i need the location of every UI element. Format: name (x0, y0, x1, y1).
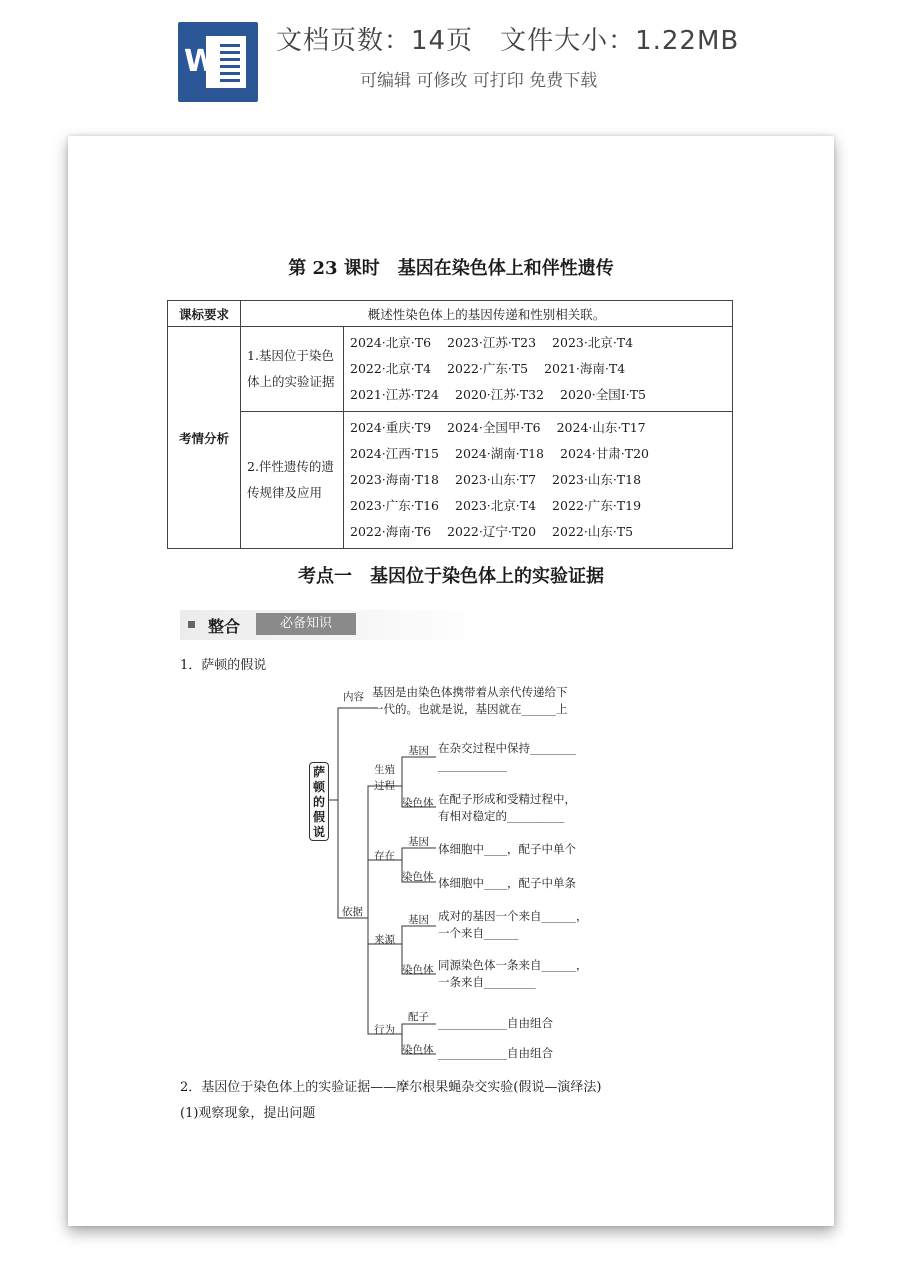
exam-ref: 2023·北京·T4 (455, 498, 537, 513)
exam-ref: 2024·山东·T17 (556, 420, 646, 435)
repro-chrom-text-2: 有相对稳定的__________ (438, 809, 565, 823)
source-label: 来源 (374, 934, 395, 946)
source-gene-label: 基因 (408, 914, 429, 926)
exam-ref: 2022·广东·T19 (552, 498, 642, 513)
exist-label: 存在 (374, 850, 395, 862)
source-chrom-label: 染色体 (402, 964, 434, 976)
exam-ref: 2022·辽宁·T20 (447, 524, 537, 539)
behavior-chrom-label: 染色体 (402, 1044, 434, 1056)
diagram-root-char: 的 (312, 795, 325, 809)
exist-gene-text: 体细胞中____，配子中单个 (438, 842, 576, 856)
diagram-root-char: 说 (312, 825, 325, 839)
subtopic-1: 1.基因位于染色体上的实验证据 (241, 327, 344, 412)
exist-chrom-label: 染色体 (402, 871, 434, 883)
exam-ref: 2024·江西·T15 (350, 446, 440, 461)
source-chrom-text-1: 同源染色体一条来自______， (438, 958, 588, 972)
behavior-gamete-label: 配子 (408, 1011, 429, 1023)
exam-ref: 2022·北京·T4 (350, 361, 432, 376)
exam-ref: 2022·广东·T5 (447, 361, 529, 376)
exist-chrom-text: 体细胞中____，配子中单条 (438, 876, 576, 890)
exam-ref: 2022·海南·T6 (350, 524, 432, 539)
word-icon-letter: W (184, 44, 218, 79)
doc-info-title: 文档页数：14页 文件大小：1.22MB (276, 26, 740, 56)
diagram-root-char: 假 (312, 810, 325, 824)
repro-label-2: 过程 (374, 780, 395, 792)
exam-ref: 2023·海南·T18 (350, 472, 440, 487)
behavior-gamete-text: ____________自由组合 (438, 1016, 553, 1030)
content-text-1: 基因是由染色体携带着从亲代传递给下 (372, 685, 568, 699)
exam-ref: 2023·广东·T16 (350, 498, 440, 513)
content-text-2: 一代的。也就是说，基因就在______上 (372, 702, 568, 716)
exam-ref: 2023·山东·T7 (455, 472, 537, 487)
behavior-chrom-text: ____________自由组合 (438, 1046, 553, 1060)
exam-ref: 2023·山东·T18 (552, 472, 642, 487)
source-gene-text-1: 成对的基因一个来自______， (438, 909, 588, 923)
exam-ref: 2022·山东·T5 (552, 524, 634, 539)
exist-gene-label: 基因 (408, 836, 429, 848)
exam-ref: 2024·甘肃·T20 (560, 446, 650, 461)
exam-ref: 2021·海南·T4 (544, 361, 626, 376)
document-page (68, 136, 834, 1226)
basis-label: 依据 (342, 906, 363, 918)
curriculum-content: 概述性染色体上的基因传递和性别相关联。 (241, 301, 733, 327)
repro-chrom-text-1: 在配子形成和受精过程中， (438, 792, 576, 806)
source-chrom-text-2: 一条来自_________ (438, 975, 536, 989)
item-1-heading: 1．萨顿的假说 (180, 658, 267, 673)
section-title: 考点一 基因位于染色体上的实验证据 (298, 566, 604, 587)
exam-ref: 2023·江苏·T23 (447, 335, 537, 350)
exam-ref: 2023·北京·T4 (552, 335, 634, 350)
repro-gene-label: 基因 (408, 745, 429, 757)
exam-ref: 2024·重庆·T9 (350, 420, 432, 435)
download-header (0, 0, 900, 120)
exam-ref: 2024·湖南·T18 (455, 446, 545, 461)
repro-chrom-label: 染色体 (402, 797, 434, 809)
exam-ref: 2021·江苏·T24 (350, 387, 440, 402)
item-2-heading: 2．基因位于染色体上的实验证据——摩尔根果蝇杂交实验(假说—演绎法) (180, 1080, 602, 1095)
repro-label-1: 生殖 (374, 764, 395, 776)
lesson-title: 第 23 课时 基因在染色体上和伴性遗传 (288, 258, 614, 279)
banner-left-label: 整合 (208, 617, 241, 636)
curriculum-label: 课标要求 (168, 301, 241, 327)
exam-ref: 2020·全国Ⅰ·T5 (560, 387, 646, 402)
diagram-root (309, 762, 329, 841)
content-label: 内容 (343, 691, 364, 703)
repro-gene-text-1: 在杂交过程中保持________ (438, 741, 576, 755)
behavior-label: 行为 (374, 1024, 395, 1036)
exam-ref: 2024·北京·T6 (350, 335, 432, 350)
banner-right-label: 必备知识 (256, 613, 356, 635)
exam-ref: 2024·全国甲·T6 (447, 420, 541, 435)
diagram-root-char: 萨 (312, 765, 325, 779)
doc-info-subtitle: 可编辑 可修改 可打印 免费下载 (360, 71, 598, 91)
source-gene-text-2: 一个来自______ (438, 926, 519, 940)
diagram-root-char: 顿 (312, 780, 325, 794)
item-3-subheading: (1)观察现象，提出问题 (180, 1106, 316, 1121)
repro-gene-text-2: ____________ (438, 758, 507, 772)
exam-analysis-label: 考情分析 (168, 327, 241, 549)
exam-ref: 2020·江苏·T32 (455, 387, 545, 402)
word-icon (178, 22, 258, 102)
subtopic-2: 2.伴性遗传的遗传规律及应用 (241, 412, 344, 549)
